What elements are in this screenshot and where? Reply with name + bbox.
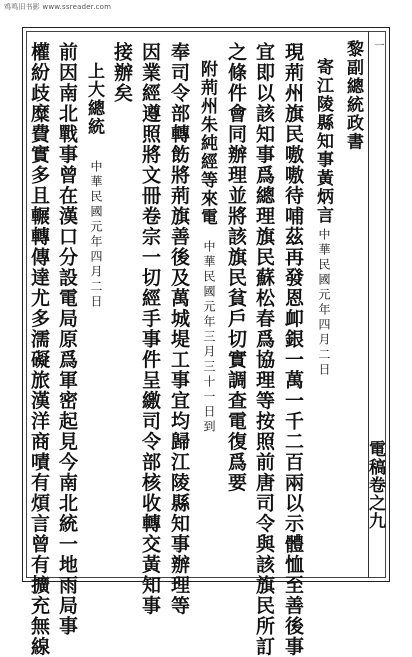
book-title: 黎副總統政書 (343, 40, 363, 151)
text-column-8: 接辦矣 (111, 42, 133, 104)
text-column-11: 權紛歧糜費實多且輾轉傳達尤多濡礙旅漢洋商嘖有煩言曾有擴充無線 (28, 42, 50, 657)
text-column-2: 現荊州旗民嗷嗷待哺茲再發恩卹銀一萬一千二百兩以示體恤至善後事 (282, 42, 304, 657)
text-column-1-heading: 寄江陵縣知事黃炳言 (313, 58, 333, 225)
text-column-5-heading: 附荊州朱純經等來電 (197, 60, 217, 227)
text-column-1-date: 中華民國元年四月二日 (317, 228, 331, 378)
text-column-3: 宜即以該知事爲總理旗民蘇松春爲協理等按照前唐司令與該旗民所訂 (253, 42, 275, 657)
text-column-6: 奉司令部轉飭將荊旗善後及萬城堤工事宜均歸江陵縣知事辦理等 (168, 42, 190, 616)
chapter-label: 電稿卷之九 (365, 440, 385, 530)
watermark-text: 鸡鸣旧书影 www.ssreader.com (4, 3, 112, 11)
text-column-4: 之條件會同辦理並將該旗民貧戶切實調查電復爲要 (225, 42, 247, 493)
text-column-5-date: 中華民國元年三月三十一日到 (202, 240, 216, 435)
text-column-7: 因業經遵照將文冊卷宗一切經手事件呈繳司令部核收轉交黃知事 (139, 42, 161, 616)
text-column-9-date: 中華民國元年四月二日 (89, 160, 103, 310)
fishtail-mark: 一 (372, 40, 383, 50)
text-column-9-heading: 上大總統 (84, 62, 104, 136)
text-column-10: 前因南北戰事曾在漢口分設電局原爲軍密起見今南北統一地雨局事 (56, 42, 78, 637)
